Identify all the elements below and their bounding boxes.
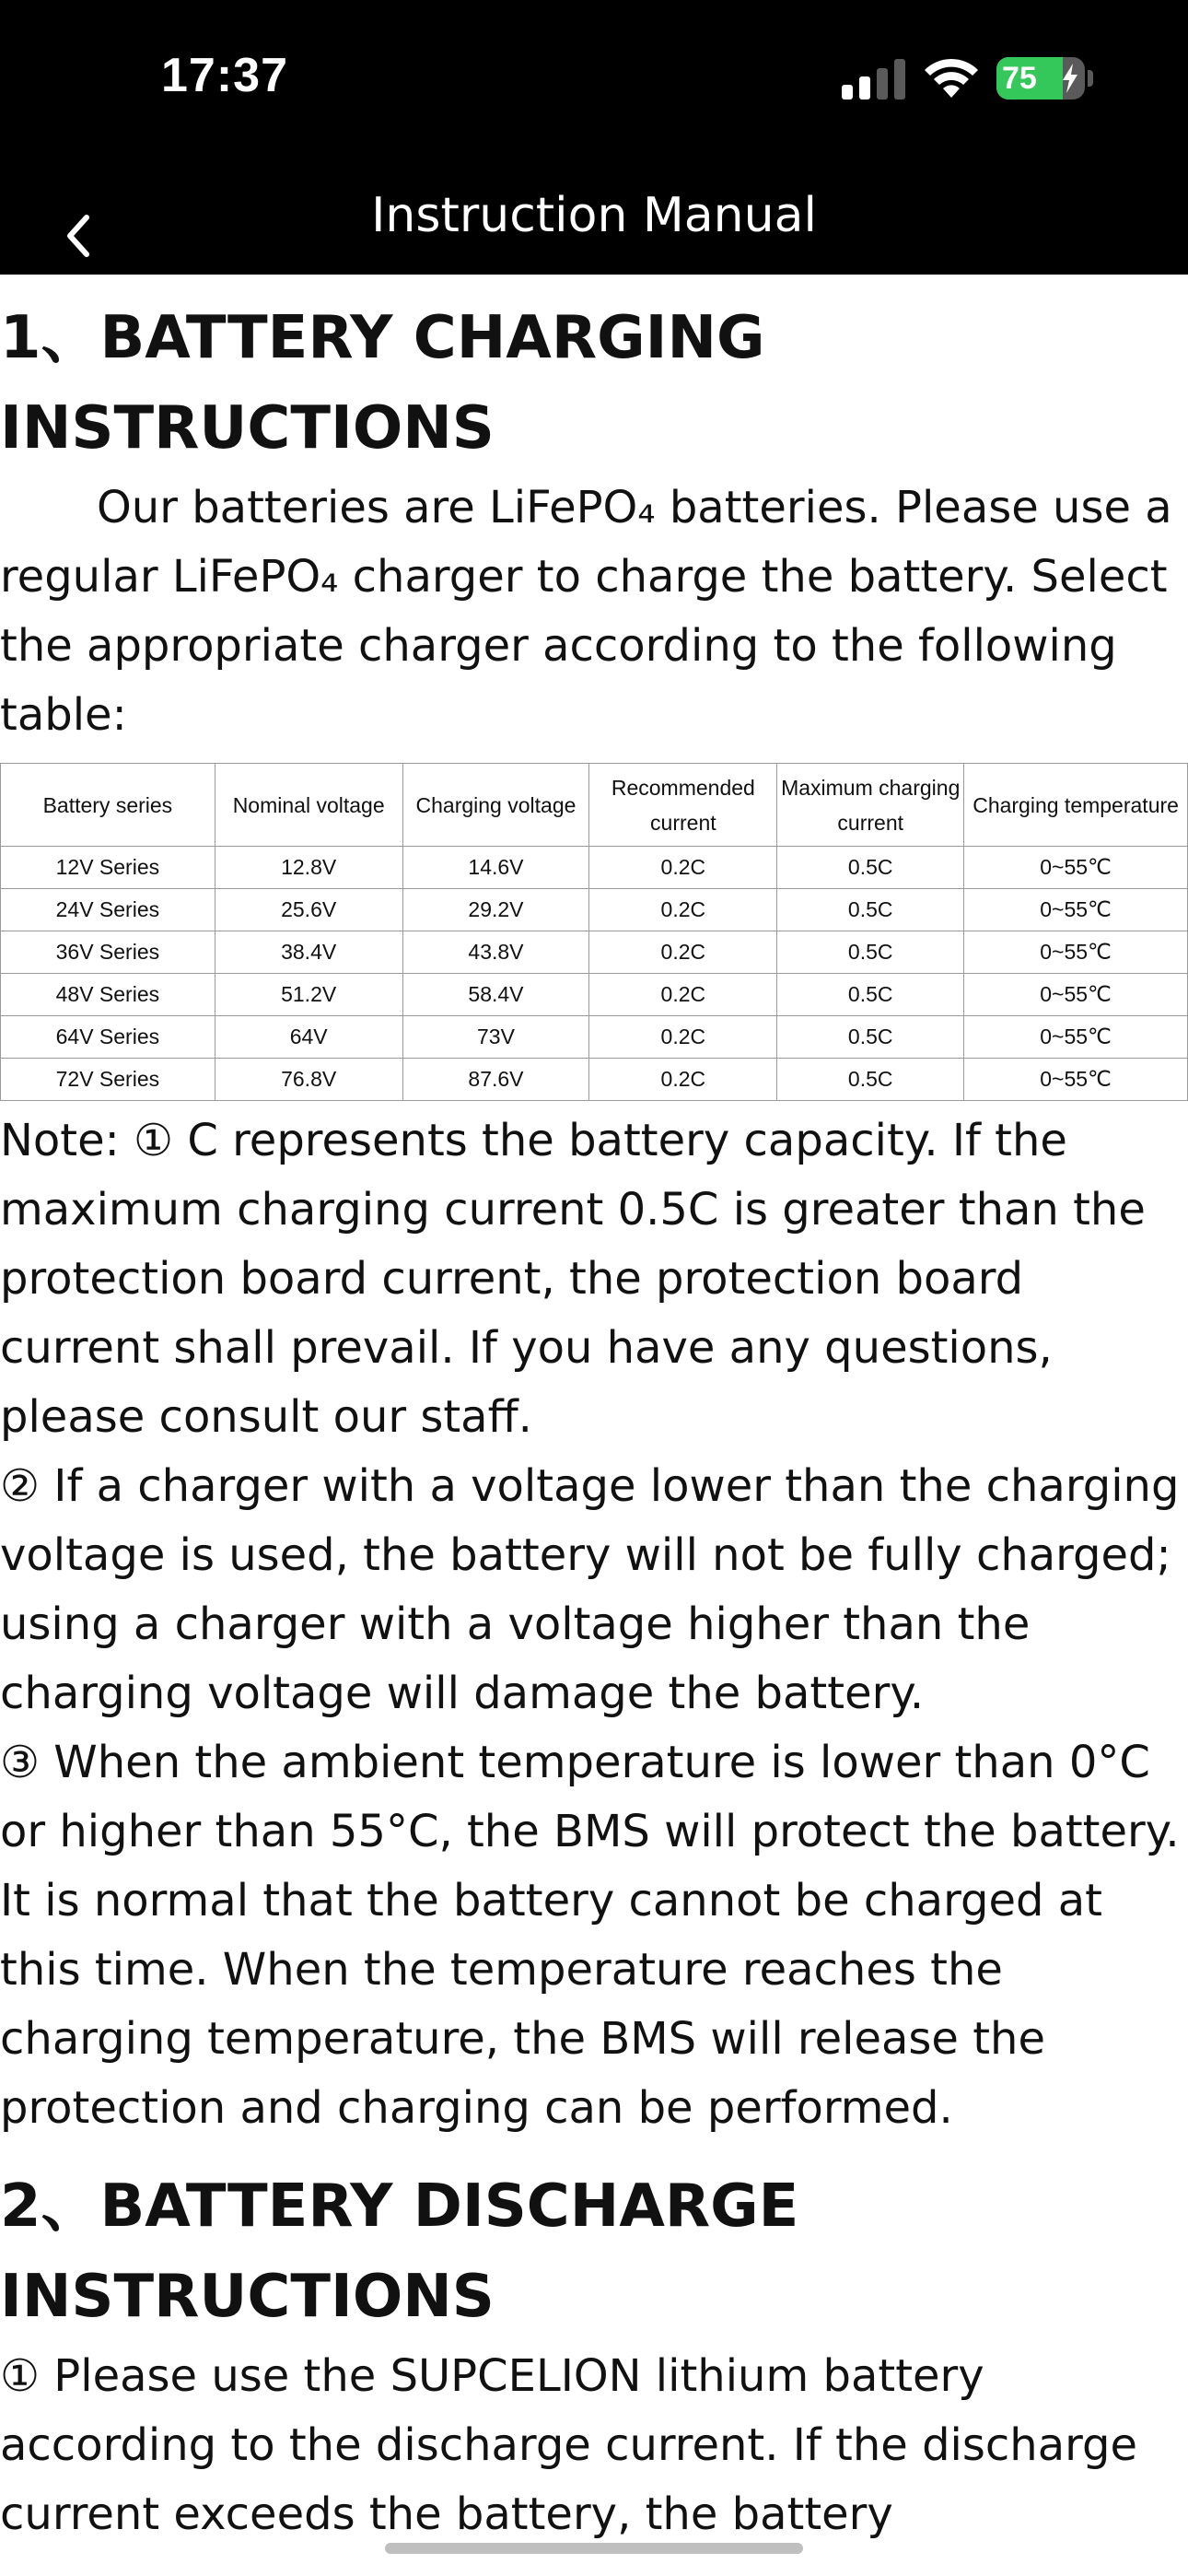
- table-cell: 0.2C: [589, 931, 777, 974]
- charging-intro: Our batteries are LiFePO₄ batteries. Please use a regular LiFePO₄ charger to charge the battery. Select the appropriate charger according to the following table:: [0, 482, 1172, 741]
- bolt-icon: [1061, 64, 1079, 93]
- table-cell: 36V Series: [1, 931, 215, 974]
- table-cell: 0~55℃: [964, 1016, 1188, 1059]
- table-header-cell: Recommended current: [589, 764, 777, 847]
- table-cell: 0~55℃: [964, 1059, 1188, 1101]
- table-cell: 0~55℃: [964, 974, 1188, 1016]
- table-cell: 43.8V: [402, 931, 589, 974]
- table-cell: 0.2C: [589, 1059, 777, 1101]
- discharge-note-1: ① Please use the SUPCELION lithium battery according to the discharge current. If the discharge current exceeds the battery, the battery: [0, 2350, 1138, 2540]
- table-header-cell: Battery series: [1, 764, 215, 847]
- table-cell: 0.5C: [777, 1059, 964, 1101]
- table-cell: 87.6V: [402, 1059, 589, 1101]
- cellular-signal-icon: [840, 59, 906, 100]
- table-cell: 73V: [402, 1016, 589, 1059]
- table-cell: 0.2C: [589, 889, 777, 931]
- charging-note-1: Note: ① C represents the battery capacity. If the maximum charging current 0.5C is greater than the protection board current, the protection board current shall prevail. If you have any questions, please consult our staff.: [0, 1115, 1146, 1443]
- table-cell: 12V Series: [1, 847, 215, 889]
- table-cell: 0.5C: [777, 1016, 964, 1059]
- manual-content[interactable]: [0, 275, 1188, 2576]
- table-cell: 0.5C: [777, 889, 964, 931]
- home-indicator[interactable]: [385, 2543, 803, 2554]
- nav-bar: [0, 147, 1188, 275]
- table-row: [1, 1016, 1188, 1059]
- table-cell: 25.6V: [215, 889, 402, 931]
- table-cell: 64V: [215, 1016, 402, 1059]
- table-cell: 64V Series: [1, 1016, 215, 1059]
- table-header-cell: Charging voltage: [402, 764, 589, 847]
- table-row: [1, 1059, 1188, 1101]
- table-cell: 0.5C: [777, 931, 964, 974]
- status-time: 17:37: [161, 49, 288, 102]
- table-cell: 58.4V: [402, 974, 589, 1016]
- battery-cap: [1088, 70, 1093, 87]
- table-row: [1, 931, 1188, 974]
- status-bar: [0, 0, 1188, 147]
- table-cell: 0.2C: [589, 974, 777, 1016]
- table-header-cell: Charging temperature: [964, 764, 1188, 847]
- table-cell: 38.4V: [215, 931, 402, 974]
- table-cell: 0.2C: [589, 1016, 777, 1059]
- table-cell: 29.2V: [402, 889, 589, 931]
- battery-charging-icon: [996, 57, 1085, 100]
- table-cell: 12.8V: [215, 847, 402, 889]
- battery-level-text: 75: [1002, 61, 1037, 96]
- table-cell: 0.5C: [777, 974, 964, 1016]
- section-heading-charging: 1、BATTERY CHARGING INSTRUCTIONS: [0, 304, 765, 463]
- table-cell: 0~55℃: [964, 889, 1188, 931]
- charging-note-3: ③ When the ambient temperature is lower than 0°C or higher than 55°C, the BMS will protect the battery. It is normal that the battery cannot be charged at this time. When the temperature reaches the charging temperature, the BMS will release the protection and charging can be performed.: [0, 1737, 1180, 2134]
- table-cell: 0.2C: [589, 847, 777, 889]
- table-cell: 14.6V: [402, 847, 589, 889]
- table-header-cell: Maximum charging current: [777, 764, 964, 847]
- table-header-row: [1, 764, 1188, 847]
- back-chevron-icon[interactable]: [55, 203, 101, 267]
- table-cell: 48V Series: [1, 974, 215, 1016]
- table-cell: 24V Series: [1, 889, 215, 931]
- table-cell: 0~55℃: [964, 847, 1188, 889]
- charging-spec-table: [0, 763, 1188, 1101]
- table-cell: 76.8V: [215, 1059, 402, 1101]
- page-title: Instruction Manual: [371, 188, 817, 243]
- wifi-icon: [923, 55, 980, 100]
- section-heading-discharge: 2、BATTERY DISCHARGE INSTRUCTIONS: [0, 2172, 799, 2331]
- table-cell: 72V Series: [1, 1059, 215, 1101]
- table-cell: 0.5C: [777, 847, 964, 889]
- table-row: [1, 847, 1188, 889]
- table-cell: 0~55℃: [964, 931, 1188, 974]
- table-row: [1, 889, 1188, 931]
- table-cell: 51.2V: [215, 974, 402, 1016]
- table-row: [1, 974, 1188, 1016]
- charging-note-2: ② If a charger with a voltage lower than the charging voltage is used, the battery will not be fully charged; using a charger with a voltage higher than the charging voltage will damage the battery.: [0, 1460, 1180, 1719]
- table-header-cell: Nominal voltage: [215, 764, 402, 847]
